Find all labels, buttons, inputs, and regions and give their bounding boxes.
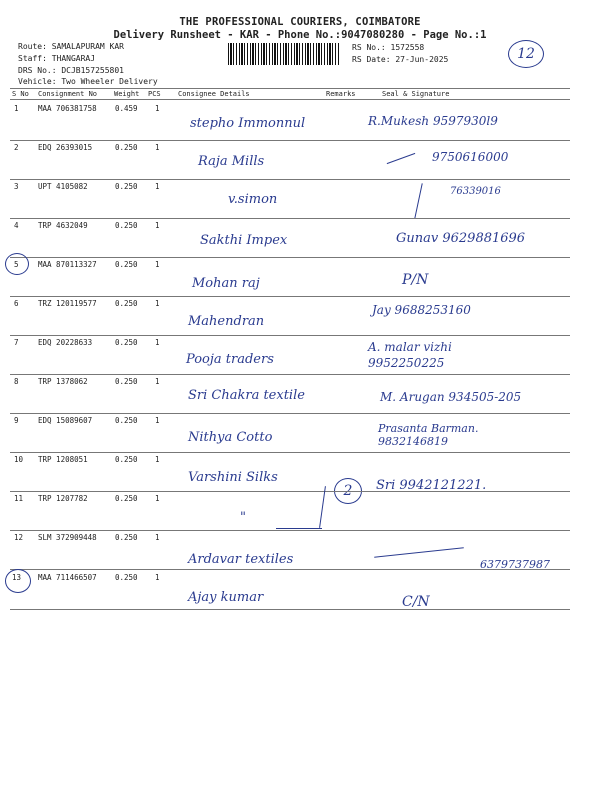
row-pcs: 1 xyxy=(155,455,160,464)
row-signature: Prasanta Barman. 9832146819 xyxy=(378,422,479,448)
row-divider xyxy=(10,218,570,219)
row-pcs: 1 xyxy=(155,338,160,347)
row-consignee: " xyxy=(240,510,246,525)
row-consignment: MAA 706381758 xyxy=(38,104,97,113)
row-weight: 0.250 xyxy=(115,416,138,425)
row-signature: 9750616000 xyxy=(432,150,509,164)
row-divider xyxy=(10,257,570,258)
row-divider xyxy=(10,140,570,141)
row-sno: 1 xyxy=(14,104,19,113)
row-consignee: v.simon xyxy=(228,192,278,207)
row-signature: 76339016 xyxy=(450,186,501,197)
row-consignee: Mohan raj xyxy=(192,276,260,291)
row-sno: 9 xyxy=(14,416,19,425)
row-consignee: Sri Chakra textile xyxy=(188,388,305,403)
route-field: Route: SAMALAPURAM KAR xyxy=(18,42,124,51)
row-sno: 13 xyxy=(12,573,22,582)
row-sno: 12 xyxy=(14,533,24,542)
row-divider xyxy=(10,491,570,492)
row-sno: 2 xyxy=(14,143,19,152)
row-pcs: 1 xyxy=(155,494,160,503)
row-consignee: Ardavar textiles xyxy=(188,552,294,567)
row-divider xyxy=(10,296,570,297)
row-consignee: Nithya Cotto xyxy=(188,430,273,445)
row-signature: M. Arugan 934505-205 xyxy=(380,390,522,404)
col-sno: S No xyxy=(12,90,29,98)
row-signature: Gunav 9629881696 xyxy=(396,231,526,246)
row-pcs: 1 xyxy=(155,104,160,113)
row-weight: 0.250 xyxy=(115,377,138,386)
row-consignment: EDQ 15089607 xyxy=(38,416,93,425)
row-divider xyxy=(10,609,570,610)
company-name: THE PROFESSIONAL COURIERS, COIMBATORE xyxy=(179,16,421,28)
row-divider xyxy=(10,530,570,531)
rs-date: RS Date: 27-Jun-2025 xyxy=(352,55,449,64)
row-consignment: TRP 1208051 xyxy=(38,455,88,464)
row-pcs: 1 xyxy=(155,573,160,582)
row-weight: 0.250 xyxy=(115,182,138,191)
row-divider xyxy=(10,569,570,570)
header-bottom-rule xyxy=(10,99,570,100)
row-weight: 0.250 xyxy=(115,494,138,503)
row-consignee: Ajay kumar xyxy=(188,590,264,605)
row-consignment: MAA 711466507 xyxy=(38,573,97,582)
ditto-bracket-stroke xyxy=(276,528,322,529)
row-pcs: 1 xyxy=(155,260,160,269)
row-consignment: TRP 4632049 xyxy=(38,221,88,230)
signature-stroke xyxy=(414,183,422,218)
drs-number: DRS No.: DCJB157255801 xyxy=(18,66,124,75)
col-consignment: Consignment No xyxy=(38,90,98,98)
runsheet-subtitle: Delivery Runsheet - KAR - Phone No.:9047080280 - Page No.:1 xyxy=(113,29,487,41)
row-sno: 11 xyxy=(14,494,24,503)
row-divider xyxy=(10,179,570,180)
row-sno: 3 xyxy=(14,182,19,191)
row-weight: 0.250 xyxy=(115,143,138,152)
row-consignment: TRZ 120119577 xyxy=(38,299,97,308)
row-consignee: stepho Immonnul xyxy=(190,116,306,131)
row-pcs: 1 xyxy=(155,143,160,152)
header-top-rule xyxy=(10,88,570,89)
handwritten-page-number: 12 xyxy=(508,40,544,68)
row-signature: Sri 9942121221. xyxy=(376,478,487,493)
row-divider xyxy=(10,452,570,453)
row-consignee: Varshini Silks xyxy=(188,470,278,485)
row-signature: 6379737987 xyxy=(480,558,550,571)
row-divider xyxy=(10,335,570,336)
row-sno: 4 xyxy=(14,221,19,230)
row-weight: 0.250 xyxy=(115,221,138,230)
row-signature: Jay 9688253160 xyxy=(372,303,471,317)
col-consignee: Consignee Details xyxy=(178,90,250,98)
row-pcs: 1 xyxy=(155,182,160,191)
staff-field: Staff: THANGARAJ xyxy=(18,54,96,63)
circled-annotation: 2 xyxy=(334,478,362,504)
row-pcs: 1 xyxy=(155,221,160,230)
row-divider xyxy=(10,374,570,375)
barcode xyxy=(228,43,340,65)
row-consignee: Pooja traders xyxy=(186,352,274,367)
row-pcs: 1 xyxy=(155,377,160,386)
row-sno: 6 xyxy=(14,299,19,308)
row-weight: 0.250 xyxy=(115,533,138,542)
ditto-bracket-stroke xyxy=(319,486,326,528)
row-weight: 0.459 xyxy=(115,104,138,113)
row-consignment: EDQ 20228633 xyxy=(38,338,93,347)
row-signature: C/N xyxy=(402,594,430,610)
col-signature: Seal & Signature xyxy=(382,90,450,98)
row-pcs: 1 xyxy=(155,299,160,308)
row-pcs: 1 xyxy=(155,533,160,542)
row-signature: R.Mukesh 9597930l9 xyxy=(368,114,498,128)
row-consignee: Raja Mills xyxy=(198,154,265,169)
row-divider xyxy=(10,413,570,414)
col-remarks: Remarks xyxy=(326,90,356,98)
row-weight: 0.250 xyxy=(115,573,138,582)
row-consignee: Mahendran xyxy=(188,314,265,329)
row-consignee: Sakthi Impex xyxy=(200,233,288,248)
row-weight: 0.250 xyxy=(115,455,138,464)
row-consignment: SLM 372909448 xyxy=(38,533,97,542)
row-sno: 10 xyxy=(14,455,24,464)
row-sno: 5 xyxy=(14,260,19,269)
row-pcs: 1 xyxy=(155,416,160,425)
row-consignment: UPT 4105082 xyxy=(38,182,88,191)
row-weight: 0.250 xyxy=(115,299,138,308)
row-signature: A. malar vizhi 9952250225 xyxy=(368,340,452,370)
row-consignment: MAA 870113327 xyxy=(38,260,97,269)
signature-stroke xyxy=(374,547,464,557)
row-sno: 7 xyxy=(14,338,19,347)
row-weight: 0.250 xyxy=(115,260,138,269)
row-consignment: TRP 1378062 xyxy=(38,377,88,386)
rs-number: RS No.: 1572558 xyxy=(352,43,425,52)
row-consignment: TRP 1207782 xyxy=(38,494,88,503)
col-weight: Weight xyxy=(114,90,140,98)
row-consignment: EDQ 26393015 xyxy=(38,143,93,152)
row-weight: 0.250 xyxy=(115,338,138,347)
signature-stroke xyxy=(387,153,416,164)
vehicle-field: Vehicle: Two Wheeler Delivery xyxy=(18,77,158,86)
col-pcs: PCS xyxy=(148,90,161,98)
row-signature: P/N xyxy=(402,272,429,288)
row-sno: 8 xyxy=(14,377,19,386)
